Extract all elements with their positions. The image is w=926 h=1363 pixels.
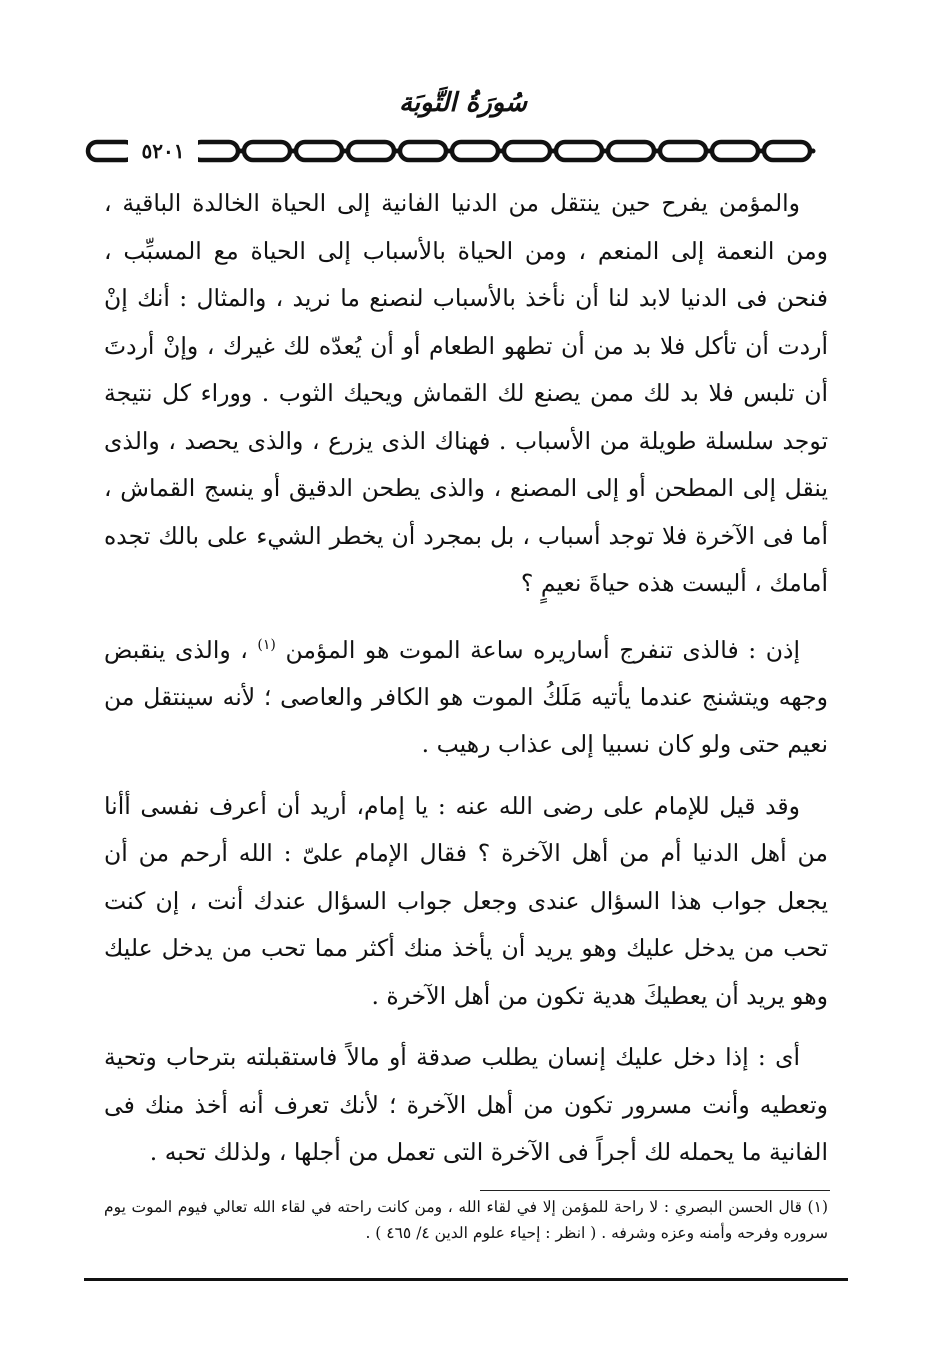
ornament-link bbox=[504, 142, 550, 160]
page-bottom-rule bbox=[84, 1278, 848, 1281]
ornament-link bbox=[192, 142, 238, 160]
paragraph-2 bbox=[104, 622, 828, 769]
ornament-link bbox=[764, 142, 810, 160]
ornament-link bbox=[608, 142, 654, 160]
ornament-link bbox=[296, 142, 342, 160]
footnote-reference: (١) bbox=[257, 636, 276, 653]
ornament-link bbox=[712, 142, 758, 160]
page-number: ٥٢٠١ bbox=[128, 137, 198, 165]
paragraph-4: أى : إذا دخل عليك إنسان يطلب صدقة أو مالاً فاستقبلته بترحاب وتحية وتعطيه وأنت مسرور تكون من أهل الآخرة ؛ لأنك تعرف أنه أخذ منك فى الفانية ما يحمله لك أجراً فى الآخرة التى تعمل من أجلها ، ولذلك تحبه . bbox=[104, 1043, 828, 1167]
paragraph-3: وقد قيل للإمام على رضى الله عنه : يا إمام، أريد أن أعرف نفسى أأنا من أهل الدنيا أم من أهل الآخرة ؟ فقال الإمام علىّ : الله أرحم من أن يجعل جواب هذا السؤال عندى وجعل جواب السؤال عندك أنت ، إن كنت تحب من يدخل عليك وهو يريد أن يأخذ منك أكثر مما تحب من يدخل عليك وهو يريد أن يعطيكَ هدية تكون من أهل الآخرة . bbox=[104, 791, 828, 1010]
ornament-link bbox=[452, 142, 498, 160]
ornament-link bbox=[348, 142, 394, 160]
paragraph-1: والمؤمن يفرح حين ينتقل من الدنيا الفانية إلى الحياة الخالدة الباقية ، ومن النعمة إلى المنعم ، ومن الحياة بالأسباب إلى الحياة مع المسبِّب ، فنحن فى الدنيا لابد لنا أن نأخذ بالأسباب لنصنع ما نريد ، والمثال : أنك إنْ أردت أن تأكل فلا بد من أن تطهو الطعام أو أن يُعدّه لك غيرك ، وإنْ أردتَ أن تلبس فلا بد لك ممن يصنع لك القماش ويحيك الثوب . ووراء كل نتيجة توجد سلسلة طويلة من الأسباب . فهناك الذى يزرع ، والذى يحصد ، والذى ينقل إلى المطحن أو إلى المصنع ، والذى يطحن الدقيق أو ينسج القماش ، أما فى الآخرة فلا توجد أسباب ، بل بمجرد أن يخطر الشيء على بالك تجده أمامك ، أليست هذه حياةَ نعيمٍ ؟ bbox=[104, 189, 828, 597]
paragraph-2-end: ، والذى ينقبض وجهه ويتشنج عندما يأتيه مَلَكُ الموت هو الكافر والعاصى ؛ لأنه سينتقل من نعيم حتى ولو كان نسبيا إلى عذاب رهيب . bbox=[104, 635, 828, 759]
ornament-link bbox=[244, 142, 290, 160]
ornament-link bbox=[556, 142, 602, 160]
main-text bbox=[104, 180, 828, 1191]
footnote-divider bbox=[480, 1190, 830, 1191]
header-ornament-band bbox=[84, 138, 854, 164]
footnote: (١) قال الحسن البصري : لا راحة للمؤمن إلا في لقاء الله ، ومن كانت راحته في لقاء الله تعالي فيوم الموت يوم سروره وفرحه وأمنه وعزه وشرفه . ( انظر : إحياء علوم الدين ٤/ ٤٦٥ ) . bbox=[104, 1198, 828, 1242]
paragraph-2-start: إذن : فالذى تنفرج أساريره ساعة الموت هو المؤمن bbox=[285, 635, 800, 664]
ornament-link bbox=[400, 142, 446, 160]
ornament-dot bbox=[811, 149, 816, 154]
surah-title: سُورَةُ التَّوبَة bbox=[398, 88, 528, 118]
ornament-link bbox=[660, 142, 706, 160]
